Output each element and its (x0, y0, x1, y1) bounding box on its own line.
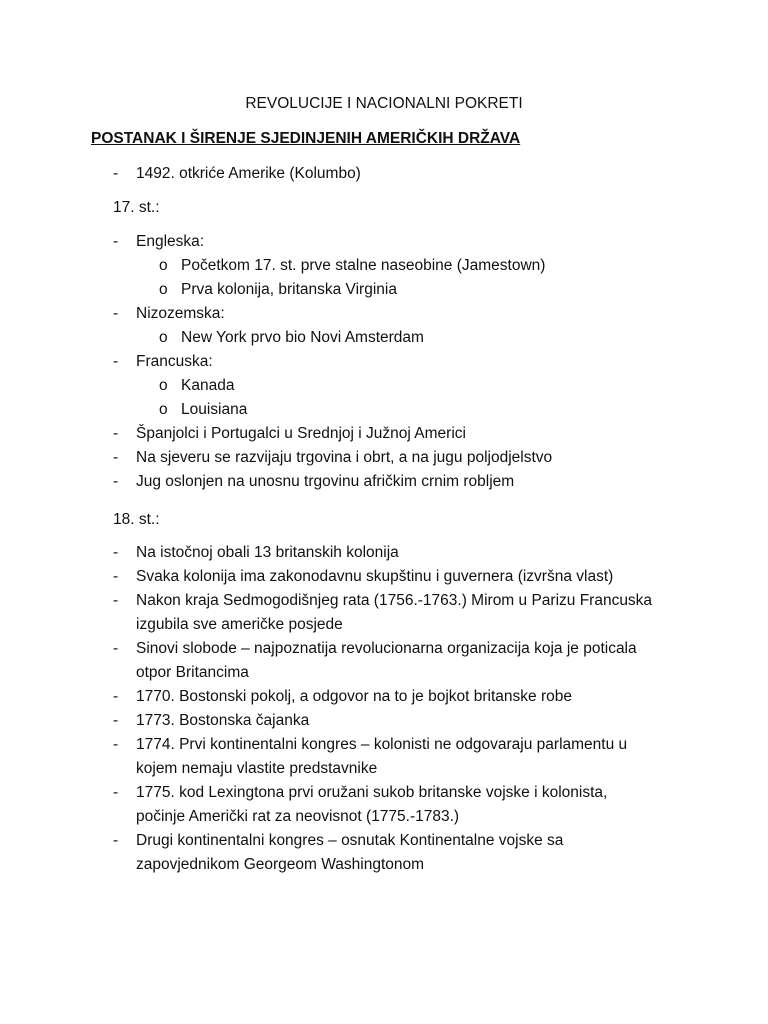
circle-bullet: o (159, 377, 168, 394)
list-item (0, 350, 768, 374)
list-item-continuation (0, 613, 768, 637)
list-item (0, 230, 768, 254)
list-item-continuation (0, 757, 768, 781)
list-item-text: Jug oslonjen na unosnu trgovinu afričkim crnim robljem (136, 473, 515, 490)
sub-list-item-text: Prva kolonija, britanska Virginia (181, 281, 397, 298)
list-item-text: Sinovi slobode – najpoznatija revolucionarna organizacija koja je poticala (136, 640, 637, 657)
list-item (0, 733, 768, 757)
list-item-continuation (0, 853, 768, 877)
dash-bullet: - (113, 305, 119, 322)
list-item-text: Nizozemska: (136, 305, 225, 322)
sub-list-item (0, 398, 768, 422)
dash-bullet: - (113, 712, 119, 729)
list-item-continuation (0, 661, 768, 685)
list-item-text: 1770. Bostonski pokolj, a odgovor na to je bojkot britanske robe (136, 688, 572, 705)
list-item (0, 302, 768, 326)
dash-bullet: - (113, 688, 119, 705)
circle-bullet: o (159, 401, 168, 418)
sub-list-item (0, 278, 768, 302)
dash-bullet: - (113, 640, 119, 657)
list-item-continuation (0, 805, 768, 829)
list-item (0, 422, 768, 446)
list-item (0, 541, 768, 565)
century-heading-18: 18. st.: (113, 511, 160, 528)
list-item (0, 829, 768, 853)
dash-bullet: - (113, 449, 119, 466)
dash-bullet: - (113, 592, 119, 609)
list-item-text: 1492. otkriće Amerike (Kolumbo) (136, 165, 361, 182)
list-item-text: počinje Američki rat za neovisnot (1775.-1783.) (136, 808, 460, 825)
sub-list-item (0, 326, 768, 350)
list-item-text: Engleska: (136, 233, 205, 250)
dash-bullet: - (113, 784, 119, 801)
list-item-text: Na istočnoj obali 13 britanskih kolonija (136, 544, 399, 561)
list-item-text: Svaka kolonija ima zakonodavnu skupštinu i guvernera (izvršna vlast) (136, 568, 614, 585)
list-item-text: Drugi kontinentalni kongres – osnutak Kontinentalne vojske sa (136, 832, 564, 849)
list-item (0, 709, 768, 733)
circle-bullet: o (159, 281, 168, 298)
dash-bullet: - (113, 353, 119, 370)
list-item (0, 162, 768, 186)
list-item-text: Nakon kraja Sedmogodišnjeg rata (1756.-1763.) Mirom u Parizu Francuska (136, 592, 653, 609)
dash-bullet: - (113, 233, 119, 250)
list-17-century (0, 230, 768, 494)
section-title: POSTANAK I ŠIRENJE SJEDINJENIH AMERIČKIH DRŽAVA (91, 130, 521, 147)
dash-bullet: - (113, 736, 119, 753)
list-item-text: 1773. Bostonska čajanka (136, 712, 310, 729)
list-item (0, 470, 768, 494)
list-item-text: Španjolci i Portugalci u Srednjoj i Južnoj Americi (136, 425, 466, 442)
list-item-text: Francuska: (136, 353, 213, 370)
dash-bullet: - (113, 425, 119, 442)
dash-bullet: - (113, 165, 119, 182)
list-item-text: otpor Britancima (136, 664, 249, 681)
sub-list-item-text: Početkom 17. st. prve stalne naseobine (Jamestown) (181, 257, 546, 274)
dash-bullet: - (113, 544, 119, 561)
list-item (0, 781, 768, 805)
list-item (0, 589, 768, 613)
dash-bullet: - (113, 568, 119, 585)
circle-bullet: o (159, 329, 168, 346)
list-item (0, 637, 768, 661)
sub-list-item-text: New York prvo bio Novi Amsterdam (181, 329, 424, 346)
list-item-text: kojem nemaju vlastite predstavnike (136, 760, 378, 777)
list-18-century (0, 541, 768, 877)
list-item (0, 685, 768, 709)
circle-bullet: o (159, 257, 168, 274)
list-item (0, 446, 768, 470)
century-heading-17: 17. st.: (113, 199, 160, 216)
document-title: REVOLUCIJE I NACIONALNI POKRETI (245, 95, 523, 112)
list-item-text: zapovjednikom Georgeom Washingtonom (136, 856, 425, 873)
list-item-text: 1775. kod Lexingtona prvi oružani sukob britanske vojske i kolonista, (136, 784, 608, 801)
list-item-text: Na sjeveru se razvijaju trgovina i obrt, a na jugu poljodjelstvo (136, 449, 553, 466)
list-item (0, 565, 768, 589)
dash-bullet: - (113, 832, 119, 849)
sub-list-item-text: Kanada (181, 377, 235, 394)
sub-list-item-text: Louisiana (181, 401, 248, 418)
sub-list-item (0, 254, 768, 278)
sub-list-item (0, 374, 768, 398)
dash-bullet: - (113, 473, 119, 490)
intro-list (0, 162, 768, 186)
list-item-text: 1774. Prvi kontinentalni kongres – kolonisti ne odgovaraju parlamentu u (136, 736, 628, 753)
list-item-text: izgubila sve američke posjede (136, 616, 343, 633)
